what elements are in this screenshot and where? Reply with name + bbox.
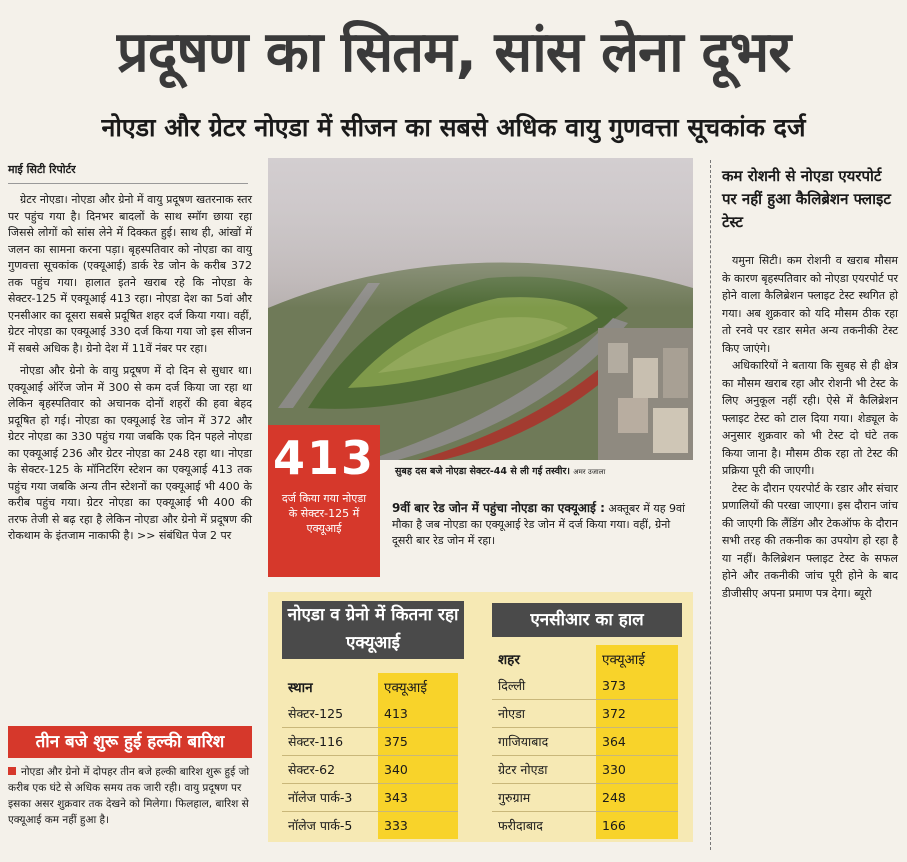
bullet-square-icon (8, 767, 16, 775)
ncr-aqi-table (492, 645, 678, 839)
sidebar-paragraph-2: अधिकारियों ने बताया कि सुबह से ही क्षेत्र का मौसम खराब रहा और रोशनी भी टेस्ट के लिए अनुकूल नहीं रही। ऐसे में कैलिब्रेशन फ्लाइट टेस्ट को टाल दिया गया। शेड्यूल के अनुसार शुक्रवार को भी टेस्ट दो घंटे तक किया जाना है। मौसम ठीक रहा तो टेस्ट की प्रक्रिया पूरी की जाएगी। (722, 359, 898, 477)
table1-header-place: स्थान (288, 679, 313, 696)
table2-city: दिल्ली (492, 672, 596, 700)
table-row (492, 812, 678, 840)
table2-city: गाजियाबाद (492, 728, 596, 756)
rain-story-text: नोएडा और ग्रेनो में दोपहर तीन बजे हल्की बारिश शुरू हुई जो करीब एक घंटे से अधिक समय तक जारी रही। वायु प्रदूषण पर इसका असर शुक्रवार तक देखने को मिलेगा। फिलहाल, बारिश से एक्यूआई कम नहीं हुआ है। (8, 766, 250, 826)
main-story-paragraph-1: ग्रेटर नोएडा। नोएडा और ग्रेनो में वायु प्रदूषण खतरनाक स्तर पर पहुंच गया है। दिनभर बादलों के साथ स्मॉग छाया रहा जिससे लोगों को सांस लेने में दिक्कत हुई। साथ ही, आंखों में जलन का सामना करना पड़ा। बृहस्पतिवार को नोएडा का वायु गुणवत्ता सूचकांक (एक्यूआई) डार्क रेड जोन के करीब 372 तक पहुंच गया। हालात इतने खराब रहे कि नोएडा के सेक्टर-125 में एक्यूआई 413 रहा। नोएडा देश का 5वां और एनसीआर का दूसरा सबसे प्रदूषित शहर दर्ज किया गया। वहीं, ग्रेटर नोएडा का एक्यूआई 330 दर्ज किया गया जो इस सीजन में सबसे अधिक है। ग्रेनो देश में 11वें नंबर पर रहा। (8, 193, 252, 355)
table1-place: नॉलेज पार्क-3 (282, 784, 378, 812)
sidebar-heading: कम रोशनी से नोएडा एयरपोर्ट पर नहीं हुआ कैलिब्रेशन फ्लाइट टेस्ट (722, 167, 891, 231)
table-row (282, 700, 458, 728)
table-row (492, 728, 678, 756)
sidebar-paragraph-1: यमुना सिटी। कम रोशनी व खराब मौसम के कारण बृहस्पतिवार को नोएडा एयरपोर्ट पर होने वाला कैलिब्रेशन फ्लाइट टेस्ट स्थगित हो गया। अब शुक्रवार को यदि मौसम ठीक रहा तो रनवे पर रडार समेत अन्य तकनीकी टेस्ट किए जाएंगे। (722, 254, 898, 355)
table2-city: गुरुग्राम (492, 784, 596, 812)
table-row (282, 812, 458, 840)
aqi-highlight-box (268, 425, 380, 577)
table1-place: सेक्टर-125 (282, 700, 378, 728)
table2-aqi: 364 (596, 728, 678, 756)
table1-aqi: 413 (378, 700, 458, 728)
subheadline: नोएडा और ग्रेटर नोएडा में सीजन का सबसे अधिक वायु गुणवत्ता सूचकांक दर्ज (101, 113, 806, 142)
headline: प्रदूषण का सितम, सांस लेना दूभर (116, 20, 791, 85)
table-row (282, 728, 458, 756)
noida-aqi-table (282, 673, 458, 839)
table2-aqi: 330 (596, 756, 678, 784)
table1-header-aqi: एक्यूआई (378, 673, 458, 700)
red-zone-story-heading: 9वीं बार रेड जोन में पहुंचा नोएडा का एक्यूआई : (392, 501, 605, 515)
smog-photo (268, 158, 693, 460)
table2-header-aqi: एक्यूआई (596, 645, 678, 672)
red-zone-story-text: अक्तूबर में यह 9वां मौका है जब नोएडा का एक्यूआई रेड जोन में दर्ज किया गया। वहीं, ग्रेनो दूसरी बार रेड जोन में रहा। (392, 502, 686, 547)
table-row (282, 784, 458, 812)
table2-city: फरीदाबाद (498, 818, 543, 833)
red-zone-story (392, 500, 692, 549)
sidebar-paragraph-3: टेस्ट के दौरान एयरपोर्ट के रडार और संचार प्रणालियों की परखा जाएगा। इस दौरान जांच की जाएगी कि लैंडिंग और टेकऑफ के दौरान सभी तरह की तकनीक का उपयोग हो रहा है या नहीं। कैलिब्रेशन फ्लाइट टेस्ट के सफल होने और तकनीकी जांच पूरी होने के बाद डीजीसीए अपना प्रमाण पत्र देगा। ब्यूरो (722, 481, 898, 600)
table2-city: नोएडा (492, 700, 596, 728)
aqi-highlight-label: दर्ज किया गया नोएडा के सेक्टर-125 में एक्यूआई (281, 492, 367, 535)
photo-caption (395, 464, 693, 477)
table-row (492, 784, 678, 812)
photo-credit: अमर उजाला (573, 468, 606, 476)
rain-story (8, 764, 252, 828)
main-story-paragraph-2: नोएडा और ग्रेनो के वायु प्रदूषण में दो दिन से सुधार था। एक्यूआई ऑरेंज जोन में 300 से कम दर्ज किया जा रहा था लेकिन बृहस्पतिवार को अचानक दोनों शहरों की हवा बेहद प्रदूषित हो गई। नोएडा का एक्यूआई रेड जोन में 372 और ग्रेटर नोएडा का 330 पहुंच गया जबकि एक दिन पहले नोएडा का एक्यूआई 236 और ग्रेटर नोएडा का 248 रहा था। नोएडा के सेक्टर-125 के मॉनिटरिंग स्टेशन का एक्यूआई 413 तक पहुंच गया जबकि अन्य तीन स्टेशनों का एक्यूआई भी 400 के करीब पहुंच गया। ग्रेटर नोएडा का एक्यूआई भी 400 की तरफ तेजी से बढ़ रहा है लेकिन नोएडा और ग्रेनो में प्रदूषण की रोकथाम के इंतजाम नाकाफी है। >> संबंधित पेज 2 पर (8, 364, 252, 542)
table2-title: एनसीआर का हाल (492, 603, 682, 637)
table2-aqi: 373 (596, 672, 678, 700)
table1-aqi: 333 (378, 812, 458, 840)
table2-aqi: 248 (596, 784, 678, 812)
photo-caption-text: सुबह दस बजे नोएडा सेक्टर-44 से ली गई तस्वीर। (395, 466, 570, 477)
aqi-highlight-value: 413 (272, 431, 376, 485)
table-row (492, 672, 678, 700)
main-story (8, 192, 252, 551)
table1-aqi: 375 (378, 728, 458, 756)
table2-aqi: 372 (596, 700, 678, 728)
table-row (492, 756, 678, 784)
byline: माई सिटी रिपोर्टर (8, 162, 248, 184)
table1-aqi: 343 (378, 784, 458, 812)
sidebar-story (722, 252, 898, 602)
table-row (492, 700, 678, 728)
table1-aqi: 340 (378, 756, 458, 784)
table1-place: सेक्टर-62 (282, 756, 378, 784)
table2-city: ग्रेटर नोएडा (492, 756, 596, 784)
table1-place: नॉलेज पार्क-5 (288, 818, 353, 833)
table2-aqi: 166 (596, 812, 678, 840)
table1-place: सेक्टर-116 (282, 728, 378, 756)
table-row (282, 756, 458, 784)
table2-header-city: शहर (498, 651, 520, 668)
table1-title: नोएडा व ग्रेनो में कितना रहा एक्यूआई (282, 601, 464, 659)
rain-heading: तीन बजे शुरू हुई हल्की बारिश (8, 726, 252, 758)
